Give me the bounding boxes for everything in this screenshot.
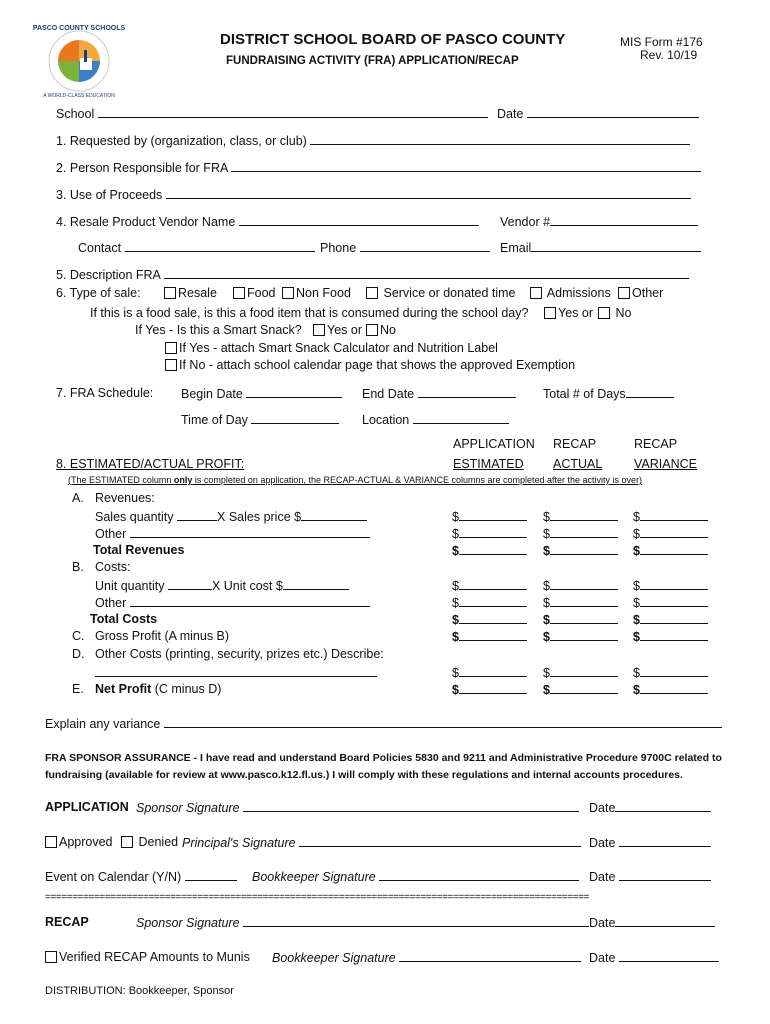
end-date-field[interactable]: End Date <box>362 386 516 401</box>
fra-schedule-label: 7. FRA Schedule: <box>56 386 154 400</box>
amount-field[interactable]: $ <box>633 682 708 697</box>
sales-quantity-field[interactable]: Sales quantity X Sales price $ <box>95 509 367 524</box>
approved-checkbox[interactable]: Approved <box>45 835 113 849</box>
begin-date-field[interactable]: Begin Date <box>181 386 342 401</box>
amount-field[interactable]: $ <box>633 578 708 593</box>
page-subtitle: FUNDRAISING ACTIVITY (FRA) APPLICATION/RECAP <box>226 55 519 67</box>
sale-other-checkbox[interactable]: Other <box>618 286 663 300</box>
amount-field[interactable]: $ <box>543 629 618 644</box>
svg-text:A WORLD-CLASS EDUCATION: A WORLD-CLASS EDUCATION <box>43 93 115 99</box>
principal-signature-field[interactable]: Principal's Signature <box>182 835 581 850</box>
description-field[interactable]: 5. Description FRA <box>56 267 689 282</box>
smart-no-checkbox[interactable]: No <box>366 323 396 337</box>
amount-field[interactable]: $ <box>452 578 527 593</box>
amount-field[interactable]: $ <box>543 612 618 627</box>
cost-other-field[interactable]: Other <box>95 595 370 610</box>
amount-field[interactable]: $ <box>543 578 618 593</box>
col-actual-label: ACTUAL <box>553 457 603 471</box>
section-c-label: C. <box>72 629 85 643</box>
use-of-proceeds-field[interactable]: 3. Use of Proceeds <box>56 187 691 202</box>
phone-field[interactable]: Phone <box>320 240 490 255</box>
total-costs-label: Total Costs <box>90 612 158 626</box>
net-profit-label: Net Profit (C minus D) <box>95 682 222 696</box>
sponsor-assurance-text: FRA SPONSOR ASSURANCE - I have read and understand Board Policies 5830 and 9211 and Administrative Procedure 9700C related to fundraising (available for review at www.pasco.k12.fl.us.) I will comply with these regulations and internal accounts procedures. <box>45 752 722 781</box>
sale-nonfood-checkbox[interactable]: Non Food <box>282 286 351 300</box>
bookkeeper-signature-field[interactable]: Bookkeeper Signature <box>252 869 579 884</box>
total-revenues-label: Total Revenues <box>93 543 185 557</box>
gross-profit-label: Gross Profit (A minus B) <box>95 629 230 643</box>
location-field[interactable]: Location <box>362 412 509 427</box>
logo-icon <box>32 22 126 100</box>
costs-label: Costs: <box>95 560 131 574</box>
col-recap-actual-label: RECAP <box>553 437 597 451</box>
vendor-name-field[interactable]: 4. Resale Product Vendor Name <box>56 214 479 229</box>
time-of-day-field[interactable]: Time of Day <box>181 412 339 427</box>
amount-field[interactable]: $ <box>633 509 708 524</box>
verified-munis-checkbox[interactable]: Verified RECAP Amounts to Munis <box>45 950 250 964</box>
col-recap-variance-label: RECAP <box>634 437 678 451</box>
amount-field[interactable]: $ <box>452 612 527 627</box>
requested-by-field[interactable]: 1. Requested by (organization, class, or club) <box>56 133 690 148</box>
amount-field[interactable]: $ <box>633 595 708 610</box>
col-application-label: APPLICATION <box>453 437 535 451</box>
amount-field[interactable]: $ <box>452 595 527 610</box>
other-costs-label: Other Costs (printing, security, prizes etc.) Describe: <box>95 647 384 661</box>
amount-field[interactable]: $ <box>633 526 708 541</box>
other-costs-describe-field[interactable] <box>95 665 377 680</box>
recap-sponsor-date-field[interactable]: Date <box>589 915 715 930</box>
sale-food-checkbox[interactable]: Food <box>233 286 276 300</box>
amount-field[interactable]: $ <box>452 543 527 558</box>
amount-field[interactable]: $ <box>452 629 527 644</box>
amount-field[interactable]: $ <box>633 629 708 644</box>
date-field[interactable]: Date <box>497 106 699 121</box>
amount-field[interactable]: $ <box>543 526 618 541</box>
svg-text:PASCO COUNTY SCHOOLS: PASCO COUNTY SCHOOLS <box>32 25 126 32</box>
recap-bookkeeper-signature-field[interactable]: Bookkeeper Signature <box>272 950 581 965</box>
section-b-label: B. <box>72 560 84 574</box>
amount-field[interactable]: $ <box>452 526 527 541</box>
unit-quantity-field[interactable]: Unit quantity X Unit cost $ <box>95 578 349 593</box>
denied-checkbox[interactable]: Denied <box>121 835 178 849</box>
type-of-sale-row: 6. Type of sale: <box>56 286 141 300</box>
food-yes-checkbox[interactable]: Yes or <box>544 306 593 320</box>
contact-field[interactable]: Contact <box>78 240 315 255</box>
form-revision: Rev. 10/19 <box>640 48 698 62</box>
sale-admissions-checkbox[interactable]: Admissions <box>530 286 611 300</box>
person-responsible-field[interactable]: 2. Person Responsible for FRA <box>56 160 701 175</box>
recap-label: RECAP <box>45 915 89 929</box>
school-field[interactable]: School <box>56 106 488 121</box>
amount-field[interactable]: $ <box>633 612 708 627</box>
section-e-label: E. <box>72 682 84 696</box>
col-variance-label: VARIANCE <box>634 457 697 471</box>
separator-line: ==================================================================================================== <box>45 892 589 903</box>
section-a-label: A. <box>72 491 84 505</box>
attach-exemption-checkbox[interactable]: If No - attach school calendar page that shows the approved Exemption <box>165 358 575 372</box>
amount-field[interactable]: $ <box>543 509 618 524</box>
sale-service-checkbox[interactable]: Service or donated time <box>366 286 516 300</box>
smart-snack-question: If Yes - Is this a Smart Snack? <box>135 323 302 337</box>
sale-resale-checkbox[interactable]: Resale <box>164 286 217 300</box>
revenue-other-field[interactable]: Other <box>95 526 370 541</box>
recap-bookkeeper-date-field[interactable]: Date <box>589 950 719 965</box>
principal-date-field[interactable]: Date <box>589 835 711 850</box>
application-label: APPLICATION <box>45 800 129 814</box>
distribution-note: DISTRIBUTION: Bookkeeper, Sponsor <box>45 985 234 997</box>
profit-heading: 8. ESTIMATED/ACTUAL PROFIT: <box>56 457 245 471</box>
bookkeeper-date-field[interactable]: Date <box>589 869 711 884</box>
page-title: DISTRICT SCHOOL BOARD OF PASCO COUNTY <box>220 31 566 48</box>
food-no-checkbox[interactable]: No <box>598 306 631 320</box>
smart-yes-checkbox[interactable]: Yes or <box>313 323 362 337</box>
form-number: MIS Form #176 <box>620 35 703 49</box>
amount-field[interactable]: $ <box>543 595 618 610</box>
explain-variance-field[interactable]: Explain any variance <box>45 716 722 731</box>
vendor-number-field[interactable]: Vendor # <box>500 214 698 229</box>
amount-field[interactable]: $ <box>452 509 527 524</box>
amount-field[interactable]: $ <box>633 665 708 680</box>
profit-note: (The ESTIMATED column only is completed on application, the RECAP-ACTUAL & VARIANCE columns are completed after the activity is over) <box>68 475 643 485</box>
total-days-field[interactable]: Total # of Days <box>543 386 674 401</box>
email-field[interactable]: Email <box>500 240 701 255</box>
section-d-label: D. <box>72 647 85 661</box>
application-sponsor-signature-field[interactable]: Sponsor Signature <box>136 800 579 815</box>
amount-field[interactable]: $ <box>543 682 618 697</box>
amount-field[interactable]: $ <box>452 665 527 680</box>
recap-sponsor-signature-field[interactable]: Sponsor Signature <box>136 915 589 930</box>
amount-field[interactable]: $ <box>543 665 618 680</box>
amount-field[interactable]: $ <box>543 543 618 558</box>
pasco-logo <box>32 22 126 103</box>
amount-field[interactable]: $ <box>452 682 527 697</box>
attach-smart-snack-checkbox[interactable]: If Yes - attach Smart Snack Calculator and Nutrition Label <box>165 341 498 355</box>
revenues-label: Revenues: <box>95 491 155 505</box>
amount-field[interactable]: $ <box>633 543 708 558</box>
event-calendar-field[interactable]: Event on Calendar (Y/N) <box>45 869 237 884</box>
application-sponsor-date-field[interactable]: Date <box>589 800 711 815</box>
food-consumed-question: If this is a food sale, is this a food item that is consumed during the school day? <box>90 306 529 320</box>
col-estimated-label: ESTIMATED <box>453 457 524 471</box>
